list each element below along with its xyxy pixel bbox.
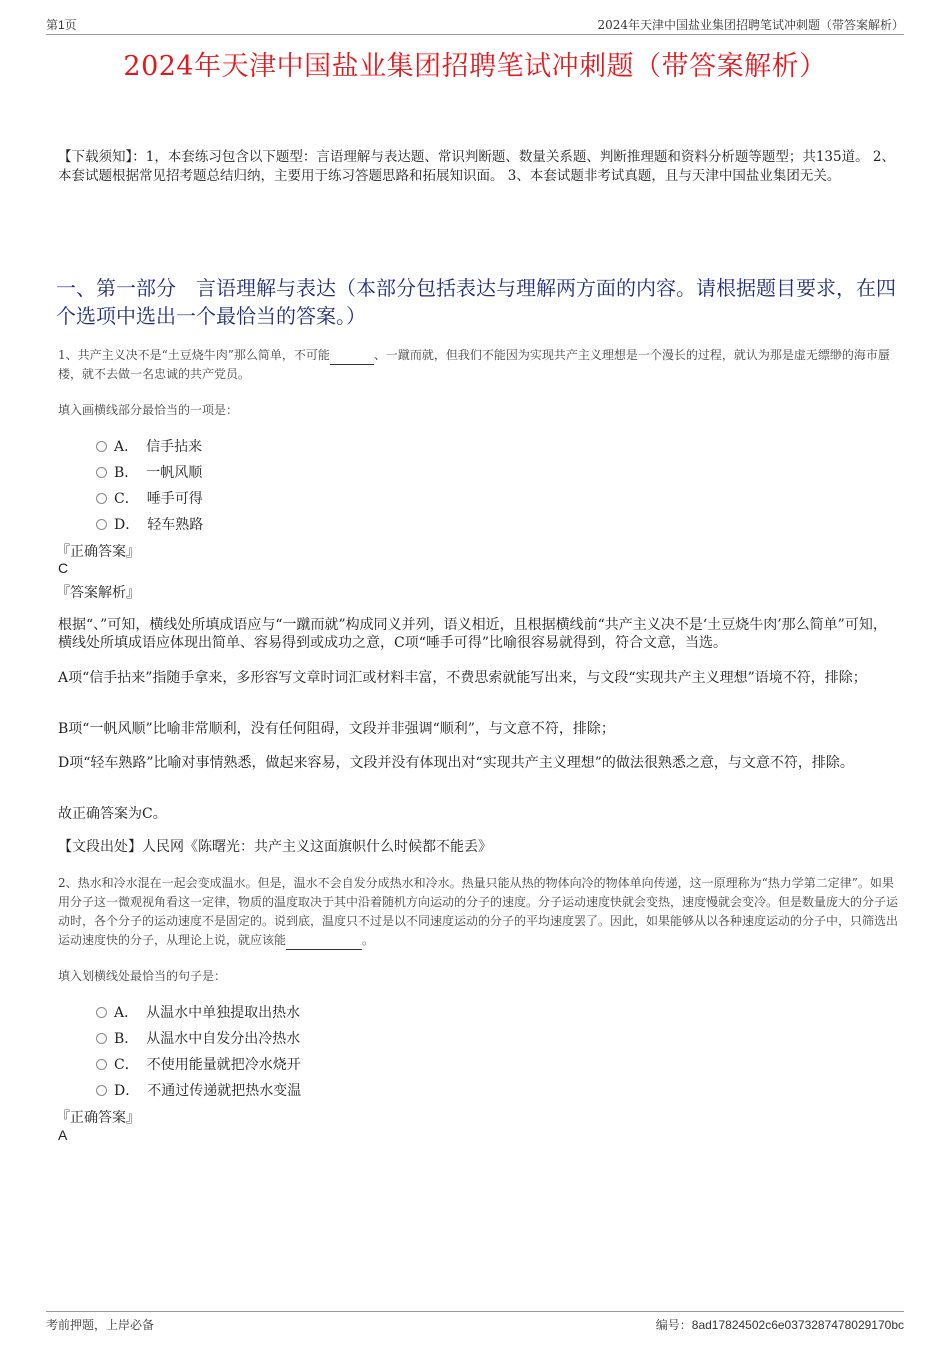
page-footer xyxy=(46,1311,904,1336)
q2-option-b[interactable]: B． 从温水中自发分出冷热水 xyxy=(96,1028,301,1054)
footer-code xyxy=(656,1316,904,1333)
q1-analysis-paragraph: A项“信手拈来”指随手拿来，多形容写文章时词汇或材料丰富，不费思索就能写出来，与文段“实现共产主义理想”语境不符，排除； xyxy=(58,670,867,686)
q1-options xyxy=(96,436,203,540)
q2-prompt: 填入划横线处最恰当的句子是： xyxy=(58,969,227,983)
q2-blank xyxy=(286,935,362,950)
q1-text-after: 、一蹴而就，但我们不能因为实现共产主义理想是一个漫长的过程，就认为那是虚无缥缈的海市蜃楼，就不去做一名忠诚的共产党员。 xyxy=(58,348,890,381)
q1-option-b[interactable]: B． 一帆风顺 xyxy=(96,462,203,488)
footer-code-value: 8ad17824502c6e0373287478029170bc xyxy=(691,1318,904,1332)
q1-source: 【文段出处】人民网《陈曙光：共产主义这面旗帜什么时候都不能丢》 xyxy=(58,839,492,855)
footer-slogan: 考前押题，上岸必备 xyxy=(46,1318,155,1332)
q2-option-d[interactable]: D． 不通过传递就把热水变温 xyxy=(96,1080,301,1106)
radio-icon[interactable] xyxy=(96,1085,107,1096)
q2-option-c[interactable]: C． 不使用能量就把冷水烧开 xyxy=(96,1054,301,1080)
q1-option-c[interactable]: C． 唾手可得 xyxy=(96,488,203,514)
header-doc-title: 2024年天津中国盐业集团招聘笔试冲刺题（带答案解析） xyxy=(597,18,904,32)
q1-analysis-label: 『答案解析』 xyxy=(56,585,140,601)
question-1-stem xyxy=(58,346,898,384)
q2-options xyxy=(96,1002,301,1106)
radio-icon[interactable] xyxy=(96,1059,107,1070)
q1-option-d[interactable]: D． 轻车熟路 xyxy=(96,514,203,540)
q2-text-before: 2、热水和冷水混在一起会变成温水。但是，温水不会自发分成热水和冷水。热量只能从热的物体向冷的物体单向传递，这一原理称为“热力学第二定律”。如果用分子这一微观视角看这一定律，物质的温度取决于其中沿着随机方向运动的分子的速度。分子运动速度快就会变热，速度慢就会变冷。但是数量庞大的分子运动时，各个分子的运动速度不是固定的。说到底，温度只不过是以不同速度运动的分子的平均速度罢了。因此，如果能够从以各种速度运动的分子中，只筛选出运动速度快的分子，从理论上说，就应该能 xyxy=(58,876,899,947)
q2-option-a[interactable]: A． 从温水中单独提取出热水 xyxy=(96,1002,301,1028)
q1-option-a[interactable]: A． 信手拈来 xyxy=(96,436,203,462)
radio-icon[interactable] xyxy=(96,1007,107,1018)
document-title: 2024年天津中国盐业集团招聘笔试冲刺题（带答案解析） xyxy=(123,51,827,82)
page-number: 第1页 xyxy=(46,18,77,32)
q1-answer-label: 『正确答案』 xyxy=(56,544,140,560)
q2-answer-label: 『正确答案』 xyxy=(56,1110,140,1126)
q1-text-before: 1、共产主义决不是“土豆烧牛肉”那么简单，不可能 xyxy=(58,348,330,362)
q1-analysis-paragraph: 根据“、”可知，横线处所填成语应与“一蹴而就”构成同义并列，语义相近，且根据横线前“共产主义决不是‘土豆烧牛肉’那么简单”可知，横线处所填成语应体现出简单、容易得到或成功之意，C项“唾手可得”比喻很容易就得到，符合文意，当选。 xyxy=(58,617,887,651)
page-header xyxy=(46,14,904,35)
q2-text-after: 。 xyxy=(362,933,375,947)
q2-answer: A xyxy=(58,1127,68,1143)
radio-icon[interactable] xyxy=(96,1033,107,1044)
download-notice: 【下载须知】：1，本套练习包含以下题型：言语理解与表达题、常识判断题、数量关系题、判断推理题和资料分析题等题型；共135道。 2、本套试题根据常见招考题总结归纳，主要用于练习答题思路和拓展知识面。 3、本套试题非考试真题，且与天津中国盐业集团无关。 xyxy=(58,149,895,184)
section-heading: 一、第一部分 言语理解与表达（本部分包括表达与理解两方面的内容。请根据题目要求，在四个选项中选出一个最恰当的答案。） xyxy=(56,276,896,328)
q1-analysis-paragraph: D项“轻车熟路”比喻对事情熟悉，做起来容易，文段并没有体现出对“实现共产主义理想”的做法很熟悉之意，与文意不符，排除。 xyxy=(58,755,854,771)
q1-analysis-conclusion: 故正确答案为C。 xyxy=(58,806,167,822)
q1-blank xyxy=(330,350,374,365)
q1-analysis-paragraph: B项“一帆风顺”比喻非常顺利，没有任何阻碍，文段并非强调“顺利”，与文意不符，排除； xyxy=(58,721,615,737)
radio-icon[interactable] xyxy=(96,467,107,478)
question-2-stem xyxy=(58,874,898,950)
radio-icon[interactable] xyxy=(96,519,107,530)
footer-code-label: 编号： xyxy=(655,1318,692,1332)
q1-prompt: 填入画横线部分最恰当的一项是： xyxy=(58,403,239,417)
radio-icon[interactable] xyxy=(96,493,107,504)
radio-icon[interactable] xyxy=(96,441,107,452)
q1-answer: C xyxy=(58,560,69,576)
